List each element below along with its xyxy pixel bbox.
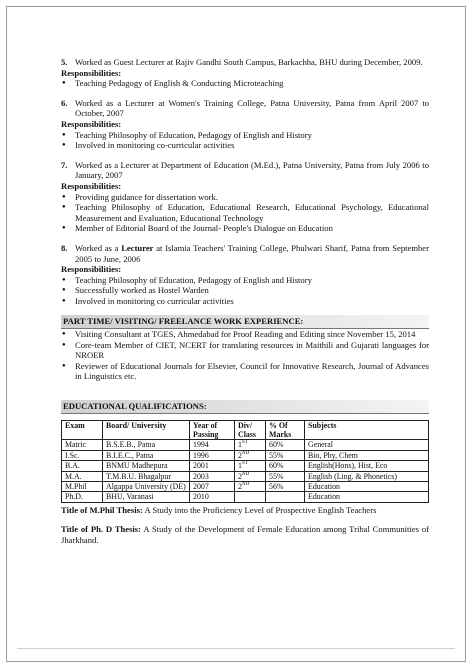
cell-board: Algappa University (DE): [103, 482, 190, 492]
experience-entry-5: [61, 57, 429, 68]
cell-subjects: Education: [305, 482, 429, 492]
table-row: [62, 492, 429, 502]
entry-number: 7.: [61, 159, 68, 170]
entry-text-part: Worked as a: [75, 242, 122, 253]
cell-marks: 56%: [266, 482, 305, 492]
div-suffix: ND: [241, 482, 250, 488]
div-value: 2: [238, 471, 242, 481]
list-item: ● Teaching Philosophy of Education, Educational Research, Educational Psychology, Educational Measurement and Evaluation, Educational Technology: [61, 202, 429, 223]
cell-board: BHU, Varanasi: [103, 492, 190, 502]
entry-text: [75, 243, 429, 264]
cell-board: BNMU Madhepura: [103, 461, 190, 471]
cell-year: 2001: [190, 461, 235, 471]
responsibilities-label: Responsibilities:: [61, 67, 122, 78]
column-header: Year of Passing: [190, 420, 235, 440]
document-page: [6, 6, 466, 662]
entry-text: Worked as a Lecturer at Women's Training College, Patna University, Patna from April 2007 to October, 2007: [75, 97, 429, 119]
div-value: 1: [238, 440, 242, 450]
responsibilities-label: Responsibilities:: [61, 118, 122, 129]
div-value: 2: [238, 450, 242, 460]
table-row: [62, 461, 429, 471]
responsibilities-label: Responsibilities:: [61, 180, 122, 191]
div-suffix: ST: [241, 461, 248, 467]
cell-marks: 60%: [266, 440, 305, 450]
cell-div: [235, 492, 266, 502]
cell-year: 1994: [190, 440, 235, 450]
mphil-thesis: [61, 505, 429, 516]
list-item: ● Teaching Philosophy of Education, Pedagogy of English and History: [61, 130, 429, 141]
entry-text-bold: Lecturer: [121, 242, 154, 253]
cell-subjects: Education: [305, 492, 429, 502]
column-header: Board/ University: [103, 420, 190, 440]
thesis-title: A Study into the Proficiency Level of Prospective English Teachers: [144, 504, 377, 515]
entry-number: 5.: [61, 57, 68, 67]
div-suffix: ST: [241, 440, 248, 446]
column-header: Exam: [62, 420, 103, 440]
responsibilities-label: Responsibilities:: [61, 264, 122, 275]
cell-div: [235, 450, 266, 460]
div-value: 1: [238, 461, 242, 471]
page-content: [61, 57, 429, 546]
list-item: ● Successfully worked as Hostel Warden: [61, 285, 429, 296]
part-time-list: [61, 329, 429, 382]
cell-board: B.S.E.B., Patna: [103, 440, 190, 450]
table-row: [62, 440, 429, 450]
cell-board: T.M.B.U. Bhagalpur: [103, 471, 190, 481]
cell-marks: [266, 492, 305, 502]
entry-text-part: at Islamia Teachers' Training College, Phulwari Sharif, Patna from September 2005 to June, 2006: [75, 242, 429, 264]
cell-subjects: English(Hons), Hist, Eco: [305, 461, 429, 471]
cell-subjects: General: [305, 440, 429, 450]
footer-divider: [17, 648, 455, 649]
column-header: Div/ Class: [235, 420, 266, 440]
experience-entry-7: [61, 160, 429, 181]
education-heading: EDUCATIONAL QUALIFICATIONS:: [61, 400, 429, 414]
cell-div: [235, 471, 266, 481]
part-time-heading: PART TIME/ VISITING/ FREELANCE WORK EXPERIENCE:: [61, 315, 429, 329]
cell-marks: 60%: [266, 461, 305, 471]
list-item: ● Providing guidance for dissertation work.: [61, 192, 429, 203]
phd-thesis: [61, 524, 429, 545]
thesis-label: Title of M.Phil Thesis:: [61, 504, 143, 515]
list-item: ● Core-team Member of CIET, NCERT for translating resources in Maithili and Gujarati languages for NROER: [61, 340, 429, 361]
list-item: ● Involved in monitoring co curricular activities: [61, 296, 429, 307]
cell-subjects: English (Ling. & Phonetics): [305, 471, 429, 481]
cell-exam: B.A.: [62, 461, 103, 471]
responsibilities-list: [61, 78, 429, 89]
list-item: ● Member of Editorial Board of the Journal- People's Dialogue on Education: [61, 223, 429, 234]
list-item: ● Visiting Consultant at TGES, Ahmedabad for Proof Reading and Editing since November 15, 2014: [61, 329, 429, 340]
cell-board: B.I.E.C., Patna: [103, 450, 190, 460]
responsibilities-list: [61, 192, 429, 234]
div-suffix: ND: [241, 471, 250, 477]
education-table: [61, 420, 429, 503]
cell-year: 2010: [190, 492, 235, 502]
table-row: [62, 450, 429, 460]
cell-exam: M.Phil: [62, 482, 103, 492]
column-header: Subjects: [305, 420, 429, 440]
cell-div: [235, 440, 266, 450]
table-header-row: [62, 420, 429, 440]
column-header: % Of Marks: [266, 420, 305, 440]
entry-number: 6.: [61, 97, 68, 108]
experience-entry-6: [61, 98, 429, 119]
div-value: 2: [238, 482, 242, 492]
cell-year: 2007: [190, 482, 235, 492]
cell-year: 1996: [190, 450, 235, 460]
cell-marks: 55%: [266, 471, 305, 481]
entry-number: 8.: [61, 242, 68, 253]
cell-subjects: Bio, Phy, Chem: [305, 450, 429, 460]
responsibilities-list: [61, 275, 429, 307]
div-suffix: ND: [241, 450, 250, 456]
cell-div: [235, 461, 266, 471]
cell-div: [235, 482, 266, 492]
cell-exam: M.A.: [62, 471, 103, 481]
cell-exam: Matric: [62, 440, 103, 450]
cell-marks: 55%: [266, 450, 305, 460]
cell-exam: Ph.D.: [62, 492, 103, 502]
entry-text: Worked as a Lecturer at Department of Education (M.Ed.), Patna University, Patna from July 2006 to January, 2007: [75, 159, 429, 181]
thesis-title: A Study of the Development of Female Education among Tribal Communities of Jharkhand.: [61, 524, 429, 546]
list-item: ● Reviewer of Educational Journals for Elsevier, Council for Innovative Research, Journal of Advances in Linguistics etc.: [61, 361, 429, 382]
table-row: [62, 482, 429, 492]
list-item: ● Teaching Pedagogy of English & Conducting Microteaching: [61, 78, 429, 89]
cell-exam: I.Sc.: [62, 450, 103, 460]
entry-text: Worked as Guest Lecturer at Rajiv Gandhi South Campus, Barkachha, BHU during December, 2009.: [75, 57, 423, 67]
table-row: [62, 471, 429, 481]
list-item: ● Involved in monitoring co-curricular activities: [61, 140, 429, 151]
cell-year: 2003: [190, 471, 235, 481]
experience-entry-8: [61, 243, 429, 264]
thesis-label: Title of Ph. D Thesis:: [61, 524, 142, 535]
responsibilities-list: [61, 130, 429, 151]
list-item: ● Teaching Philosophy of Education, Pedagogy of English and History: [61, 275, 429, 286]
